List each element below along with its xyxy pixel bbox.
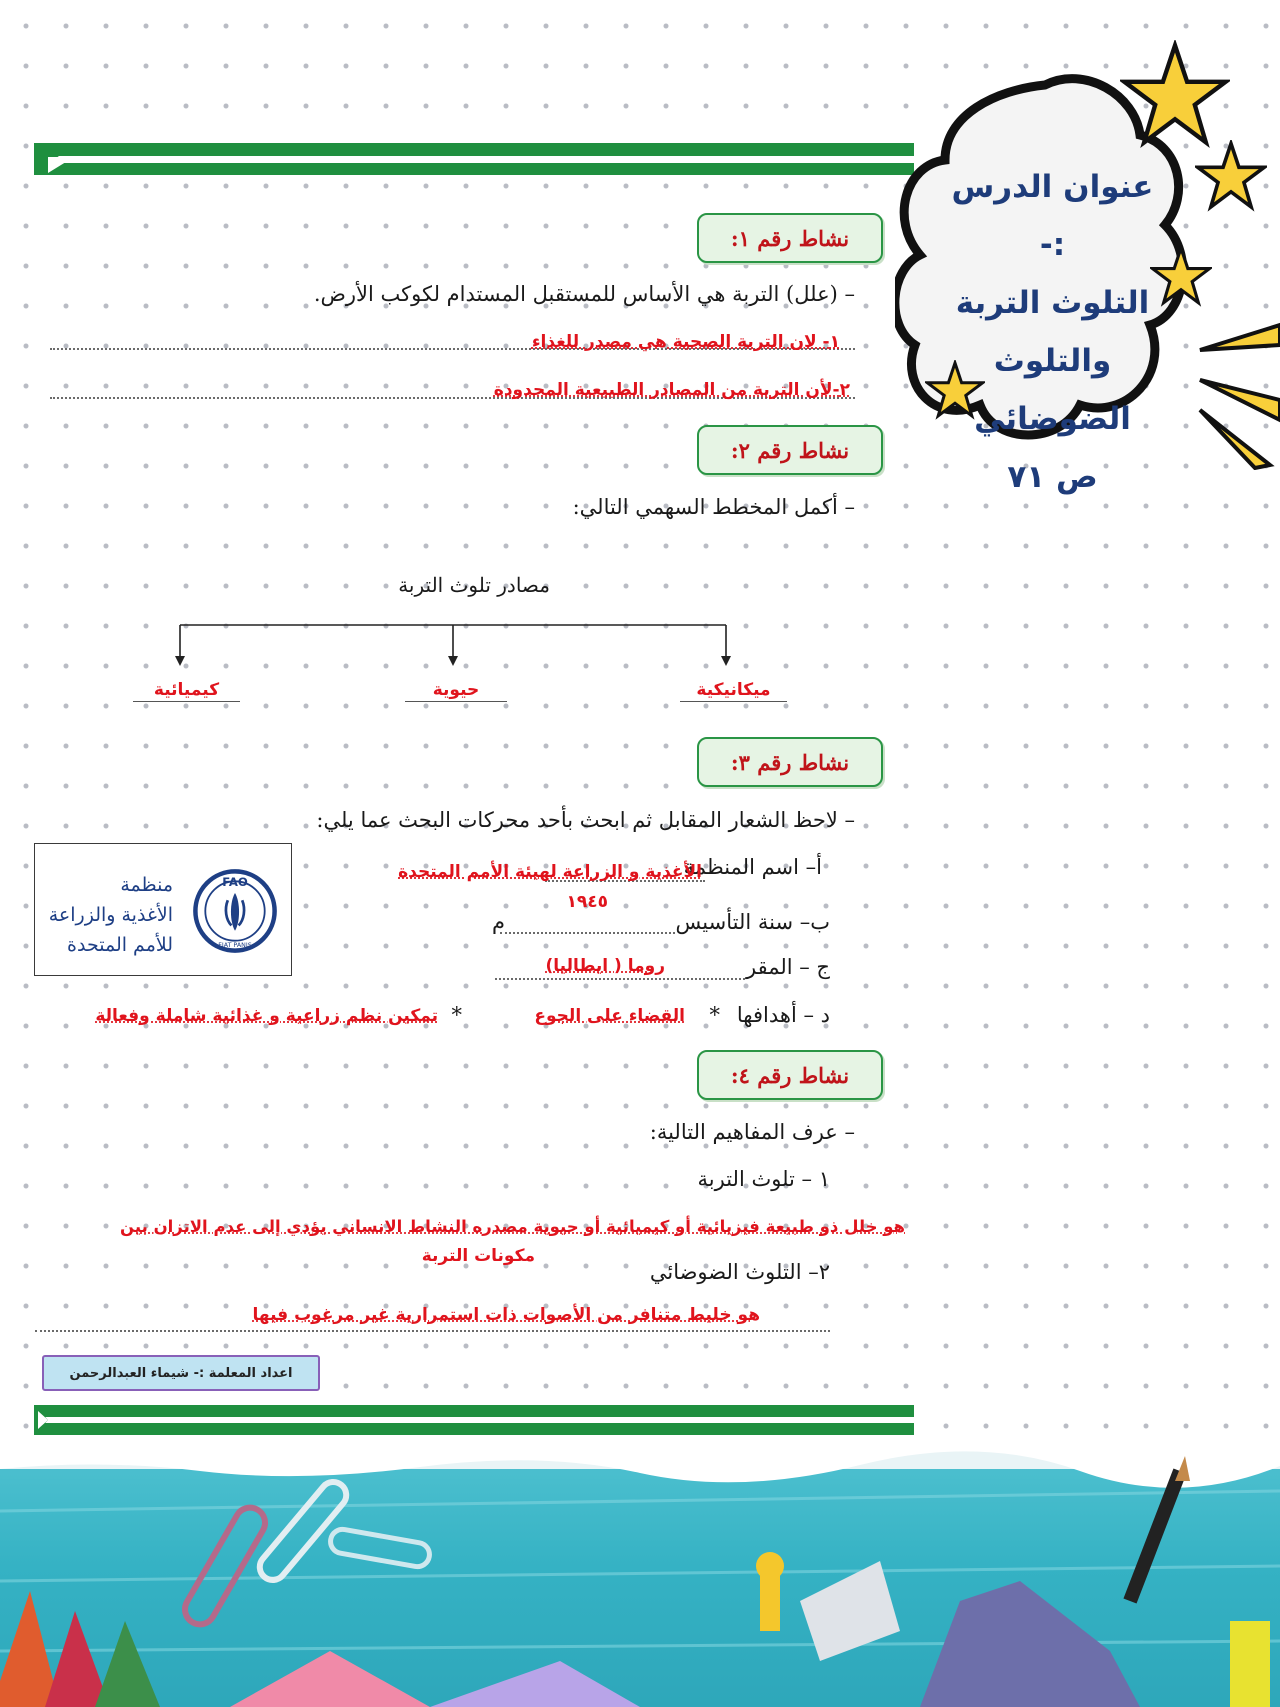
burst-lines-icon <box>1195 320 1280 470</box>
answer-line <box>500 932 675 934</box>
star-icon <box>1195 140 1267 212</box>
star-bullet: * <box>709 1003 720 1027</box>
school-supplies-banner <box>0 1451 1280 1707</box>
activity-4-header: نشاط رقم ٤: <box>697 1050 883 1100</box>
concept-1-answer: هو خلل ذو طبيعة فيزيائية أو كيميائية أو حيوية مصدره النشاط الانساني يؤدي إلى عدم الاتزان بين <box>120 1217 905 1236</box>
fao-name <box>49 870 173 960</box>
item-b-label: ب– سنة التأسيس <box>675 910 830 934</box>
stationery-illustration <box>0 1451 1280 1707</box>
item-a-label: أ– اسم المنظمة <box>683 855 822 879</box>
item-c-answer: روما ( ايطاليا) <box>545 956 665 976</box>
item-b-unit: م <box>491 910 505 934</box>
answer-line <box>35 1330 830 1332</box>
star-bullet: * <box>451 1003 462 1027</box>
lesson-page: ص ٧١ <box>1007 459 1098 495</box>
activity-3-question: – لاحظ الشعار المقابل ثم ابحث بأحد محركات البحث عما يلي: <box>316 808 855 832</box>
activity-1-answer-1: ١- لان التربة الصحية هي مصدر للغذاء <box>531 332 840 352</box>
branch-chemical: كيميائية <box>133 680 240 702</box>
item-a-answer: الأغذية و الزراعة لهيئة الأمم المتحدة <box>398 862 702 882</box>
item-d-label: د – أهدافها <box>736 1003 830 1027</box>
lesson-title-line: والتلوث <box>993 343 1112 379</box>
activity-1-header: نشاط رقم ١: <box>697 213 883 263</box>
activity-1-question: – (علل) التربة هي الأساس للمستقبل المستدام لكوكب الأرض. <box>313 282 855 306</box>
activity-1-answer-2: ٢-لأن التربة من المصادر الطبيعية المحدودة <box>493 380 850 400</box>
top-ribbon <box>34 143 914 175</box>
branch-mechanical: ميكانيكية <box>680 680 787 702</box>
item-d-answer-1: القضاء على الجوع <box>534 1006 685 1026</box>
fao-motto: FIAT PANIS <box>218 942 252 949</box>
fao-emblem-letter: FAO <box>222 874 248 889</box>
bottom-ribbon <box>34 1405 914 1435</box>
concept-1-answer-continued: مكونات التربة <box>421 1246 535 1266</box>
item-d-answer-2: تمكين نظم زراعية و غذائية شاملة وفعالة <box>95 1006 438 1026</box>
lesson-title-line: عنوان الدرس :- <box>951 169 1154 263</box>
activity-4-question: – عرف المفاهيم التالية: <box>649 1120 855 1144</box>
activity-2-question: – أكمل المخطط السهمي التالي: <box>572 495 855 519</box>
lesson-title-line: التلوث التربة <box>955 285 1150 321</box>
fao-name-line: الأغذية والزراعة <box>48 904 173 926</box>
lesson-title <box>935 158 1170 506</box>
item-c-label: ج – المقر <box>746 955 830 979</box>
lesson-title-line: الضوضائي <box>974 401 1131 437</box>
fao-logo <box>34 843 292 976</box>
concept-1-label: ١ – تلوث التربة <box>697 1167 830 1191</box>
item-b-answer: ١٩٤٥ <box>566 892 608 912</box>
diagram-root: مصادر تلوث التربة <box>398 573 550 597</box>
concept-2-label: ٢– التلوث الضوضائي <box>649 1260 830 1284</box>
fao-emblem-icon <box>190 866 280 956</box>
fao-name-line: منظمة <box>120 874 173 896</box>
star-icon <box>1120 40 1230 150</box>
arrow-diagram <box>150 610 750 670</box>
activity-2-header: نشاط رقم ٢: <box>697 425 883 475</box>
answer-line <box>495 978 745 980</box>
fao-name-line: للأمم المتحدة <box>67 934 173 956</box>
author-label: اعداد المعلمة :- شيماء العبدالرحمن <box>42 1355 320 1391</box>
branch-biological: حيوية <box>405 680 507 702</box>
concept-2-answer: هو خليط متنافر من الأصوات ذات استمرارية غير مرغوب فيها <box>252 1305 760 1325</box>
activity-3-header: نشاط رقم ٣: <box>697 737 883 787</box>
